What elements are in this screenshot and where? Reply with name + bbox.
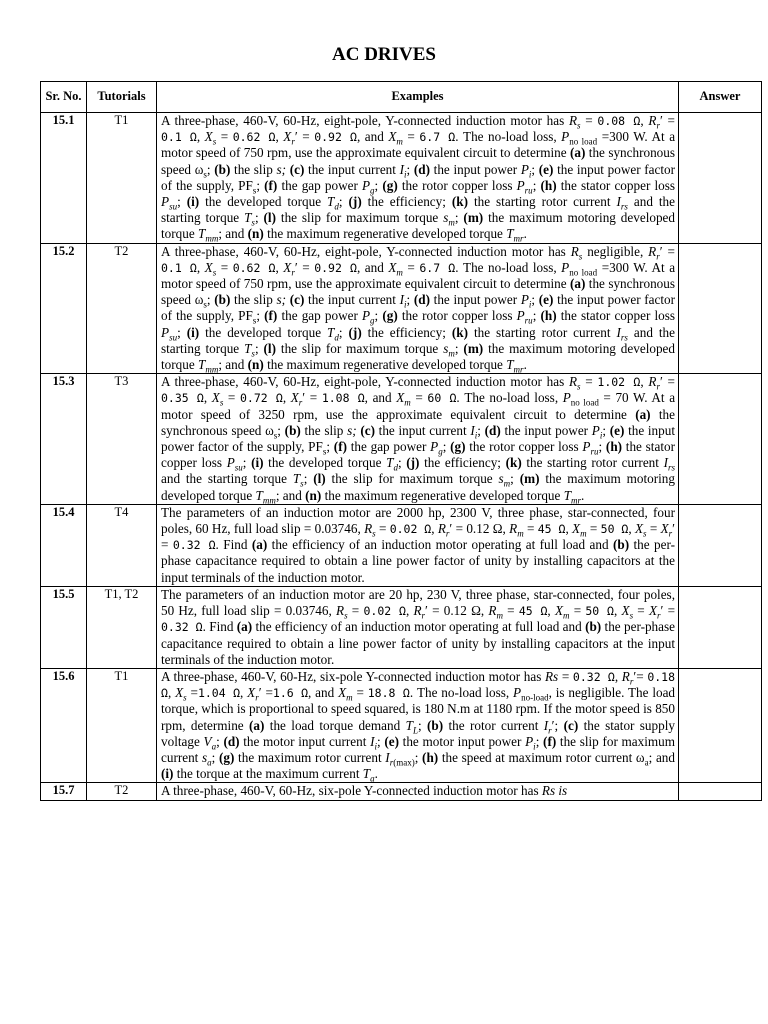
tutorial-cell: T1 [87,668,157,782]
table-row [41,374,762,505]
tutorial-cell: T4 [87,504,157,586]
sr-no-cell: 15.1 [41,113,87,244]
tutorial-cell: T3 [87,374,157,505]
examples-table [40,81,762,801]
answer-cell [679,243,762,374]
table-row [41,504,762,586]
sr-no-cell: 15.6 [41,668,87,782]
tutorial-cell: T1, T2 [87,586,157,668]
header-answer: Answer [679,82,762,113]
example-cell: A three-phase, 460-V, 60-Hz, eight-pole, Y-connected induction motor has $R_s = 0.08$ Ω, $R_r' = 0.1$ Ω, $X_s = 0.62$ Ω, $X_r' = 0.92$ Ω, and $X_m = 6.7$ Ω. The no-load loss, $P_{no load} =300$ W. At a motor speed of 750 rpm, use the approximate equivalent circuit to determine (a) the synchronous speed $\omega_s$; (b) the slip s; (c) the input current $I_i$; (d) the input power $P_i$; (e) the input power factor of the supply, $PF_s$; (f) the gap power $P_g$; (g) the rotor copper loss $P_{ru}$; (h) the stator copper loss $P_{su}$; (i) the developed torque $T_d$; (j) the efficiency; (k) the starting rotor current $I_{rs}$ and the starting torque $T_s$; (l) the slip for maximum torque $s_m$; (m) the maximum motoring developed torque $T_{mm}$; and (n) the maximum regenerative developed torque $T_{mr}$. [157,113,679,244]
answer-cell [679,113,762,244]
sr-no-cell: 15.3 [41,374,87,505]
header-tutorials: Tutorials [87,82,157,113]
header-sr-no: Sr. No. [41,82,87,113]
example-cell: A three-phase, 460-V, 60-Hz, six-pole Y-connected induction motor has Rs = 0.32 Ω, $R_r'= 0.18$ Ω, $X_s =1.04$ Ω, $X_r' =1.6$ Ω, and $X_m = 18.8$ Ω. The no-load loss, $P_{no-load}$, is negligible. The load torque, which is proportional to speed squared, is 180 N.m at 1180 rpm. If the motor speed is 850 rpm, determine (a) the load torque demand $T_L$; (b) the rotor current $I_r'$; (c) the stator supply voltage $V_a$; (d) the motor input current $I_i$; (e) the motor input power $P_i$; (f) the slip for maximum current $s_a$; (g) the maximum rotor current $I_{r(max)}$; (h) the speed at maximum rotor current $\omega_a$; and (i) the torque at the maximum current $T_a$. [157,668,679,782]
table-row [41,668,762,782]
example-cell: A three-phase, 460-V, 60-Hz, eight-pole, Y-connected induction motor has $R_s$ negligible, $R_r' = 0.1$ Ω, $X_s = 0.62$ Ω, $X_r' = 0.92$ Ω, and $X_m = 6.7$ Ω. The no-load loss, $P_{no load} =300$ W. At a motor speed of 750 rpm, use the approximate equivalent circuit to determine (a) the synchronous speed $\omega_s$; (b) the slip s; (c) the input current $I_i$; (d) the input power $P_i$; (e) the input power factor of the supply, $PF_s$; (f) the gap power $P_g$; (g) the rotor copper loss $P_{ru}$; (h) the stator copper loss $P_{su}$; (i) the developed torque $T_d$; (j) the efficiency; (k) the starting rotor current $I_{rs}$ and the starting torque $T_s$; (l) the slip for maximum torque $s_m$; (m) the maximum motoring developed torque $T_{mm}$; and (n) the maximum regenerative developed torque $T_{mr}$. [157,243,679,374]
tutorial-cell: T2 [87,783,157,800]
answer-cell [679,668,762,782]
example-cell: A three-phase, 460-V, 60-Hz, eight-pole, Y-connected induction motor has $R_s = 1.02$ Ω, $R_r' = 0.35$ Ω, $X_s = 0.72$ Ω, $X_r' = 1.08$ Ω, and $X_m = 60$ Ω. The no-load loss, $P_{no load} = 70$ W. At a motor speed of 3250 rpm, use the approximate equivalent circuit to determine (a) the synchronous speed $\omega_s$; (b) the slip s; (c) the input current $I_i$; (d) the input power $P_i$; (e) the input power factor of the supply, $PF_s$; (f) the gap power $P_g$; (g) the rotor copper loss $P_{ru}$; (h) the stator copper loss $P_{su}$; (i) the developed torque $T_d$; (j) the efficiency; (k) the starting rotor current $I_{rs}$ and the starting torque $T_s$; (l) the slip for maximum torque $s_m$; (m) the maximum motoring developed torque $T_{mm}$; and (n) the maximum regenerative developed torque $T_{mr}$. [157,374,679,505]
answer-cell [679,504,762,586]
sr-no-cell: 15.4 [41,504,87,586]
sr-no-cell: 15.7 [41,783,87,800]
header-examples: Examples [157,82,679,113]
example-cell: The parameters of an induction motor are 2000 hp, 2300 V, three phase, star-connected, four poles, 60 Hz, full load slip = 0.03746, $R_s = 0.02$ Ω, $R_r' = 0.12$ Ω, $R_m = 45$ Ω, $X_m = 50$ Ω, $X_s = X_r' = 0.32$ Ω. Find (a) the efficiency of an induction motor operating at full load and (b) the per-phase capacitance required to obtain a line power factor of unity by installing capacitors at the input terminals of the induction motor. [157,504,679,586]
table-row [41,783,762,800]
table-row [41,243,762,374]
table-body [41,113,762,801]
example-cell: A three-phase, 460-V, 60-Hz, six-pole Y-connected induction motor has Rs is [157,783,679,800]
sr-no-cell: 15.5 [41,586,87,668]
answer-cell [679,783,762,800]
example-cell: The parameters of an induction motor are 20 hp, 230 V, three phase, star-connected, four poles, 50 Hz, full load slip = 0.03746, $R_s = 0.02$ Ω, $R_r' = 0.12$ Ω, $R_m = 45$ Ω, $X_m = 50$ Ω, $X_s = X_r' = 0.32$ Ω. Find (a) the efficiency of an induction motor operating at full load and (b) the per-phase capacitance required to obtain a line power factor of unity by installing capacitors at the input terminals of the induction motor. [157,586,679,668]
answer-cell [679,586,762,668]
answer-cell [679,374,762,505]
table-row [41,586,762,668]
sr-no-cell: 15.2 [41,243,87,374]
tutorial-cell: T1 [87,113,157,244]
page-title: AC DRIVES [332,44,436,65]
table-header-row [41,82,762,113]
table-row [41,113,762,244]
tutorial-cell: T2 [87,243,157,374]
